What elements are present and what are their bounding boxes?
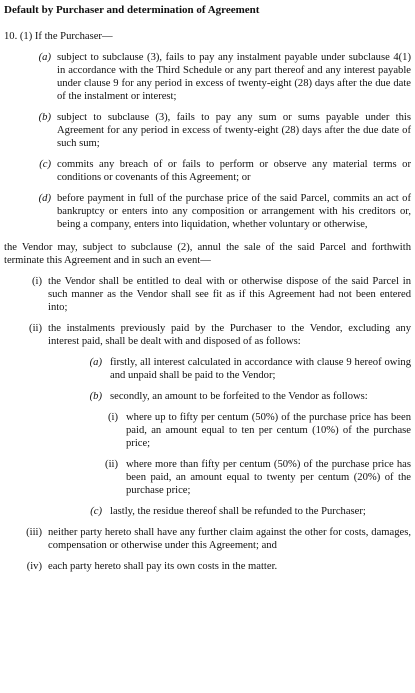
item-ii-b-text: secondly, an amount to be forfeited to the Vendor as follows: <box>110 391 368 402</box>
condition-d-text: before payment in full of the purchase price of the said Parcel, commits an act of bankruptcy or enters into any composition or arrangement with his creditors or, being a company, enters into liquidation, whether voluntary or otherwise, <box>57 193 411 230</box>
item-iv-label: (iv) <box>26 561 42 572</box>
item-i-text: the Vendor shall be entitled to deal with or otherwise dispose of the said Parcel in such manner as the Vendor shall see fit as if this Agreement had not been entered into; <box>48 276 411 313</box>
condition-d-label: (d) <box>38 193 51 204</box>
item-ii-a-label: (a) <box>89 357 102 368</box>
item-ii-text: the instalments previously paid by the Purchaser to the Vendor, excluding any interest paid, shall be dealt with and disposed of as follows: <box>48 323 411 347</box>
item-i <box>4 275 411 314</box>
item-ii-b-ii-label: (ii) <box>105 459 118 470</box>
item-ii-c-text: lastly, the residue thereof shall be refunded to the Purchaser; <box>110 506 366 517</box>
item-ii-b-i-text: where up to fifty per centum (50%) of the purchase price has been paid, an amount equal to ten per centum (10%) of the purchase price; <box>126 412 411 449</box>
item-ii-b-ii-text: where more than fifty per centum (50%) of the purchase price has been paid, an amount equal to twenty per centum (20%) of the purchase price; <box>126 459 411 496</box>
item-iv-text: each party hereto shall pay its own costs in the matter. <box>48 561 278 572</box>
item-ii-b-ii <box>4 458 411 497</box>
item-iv <box>4 560 411 573</box>
item-iii-label: (iii) <box>26 527 42 538</box>
condition-a-label: (a) <box>38 52 51 63</box>
condition-c-label: (c) <box>39 159 51 170</box>
consequence-text: the Vendor may, subject to subclause (2), annul the sale of the said Parcel and forthwith terminate this Agreement and in such an event— <box>4 242 411 266</box>
condition-c-text: commits any breach of or fails to perform or observe any material terms or conditions or covenants of this Agreement; or <box>57 159 411 183</box>
section-heading: Default by Purchaser and determination of Agreement <box>4 4 260 16</box>
condition-d <box>4 192 411 231</box>
condition-b-label: (b) <box>38 112 51 123</box>
item-iii-text: neither party hereto shall have any further claim against the other for costs, damages, compensation or otherwise under this Agreement; and <box>48 527 411 551</box>
item-ii-a <box>4 356 411 382</box>
item-ii-b-label: (b) <box>89 391 102 402</box>
item-ii-c <box>4 505 411 518</box>
item-ii-c-label: (c) <box>90 506 102 517</box>
item-iii <box>4 526 411 552</box>
condition-a-text: subject to subclause (3), fails to pay any instalment payable under subclause 4(1) in accordance with the Third Schedule or any part thereof and any interest payable under clause 9 for any period in excess of twenty-eight (28) days after the due date of the instalment or interest; <box>57 52 411 102</box>
condition-b <box>4 111 411 150</box>
condition-a <box>4 51 411 103</box>
item-ii-b-i <box>4 411 411 450</box>
item-ii-b-i-label: (i) <box>108 412 118 423</box>
item-i-label: (i) <box>32 276 42 287</box>
item-ii-a-text: firstly, all interest calculated in accordance with clause 9 hereof owing and unpaid shall be paid to the Vendor; <box>110 357 411 381</box>
condition-c <box>4 158 411 184</box>
condition-b-text: subject to subclause (3), fails to pay any sum or sums payable under this Agreement for any period in excess of twenty-eight (28) days after the due date of such sum; <box>57 112 411 149</box>
clause-intro: 10. (1) If the Purchaser— <box>4 31 113 42</box>
item-ii <box>4 322 411 348</box>
item-ii-label: (ii) <box>29 323 42 334</box>
item-ii-b <box>4 390 411 403</box>
